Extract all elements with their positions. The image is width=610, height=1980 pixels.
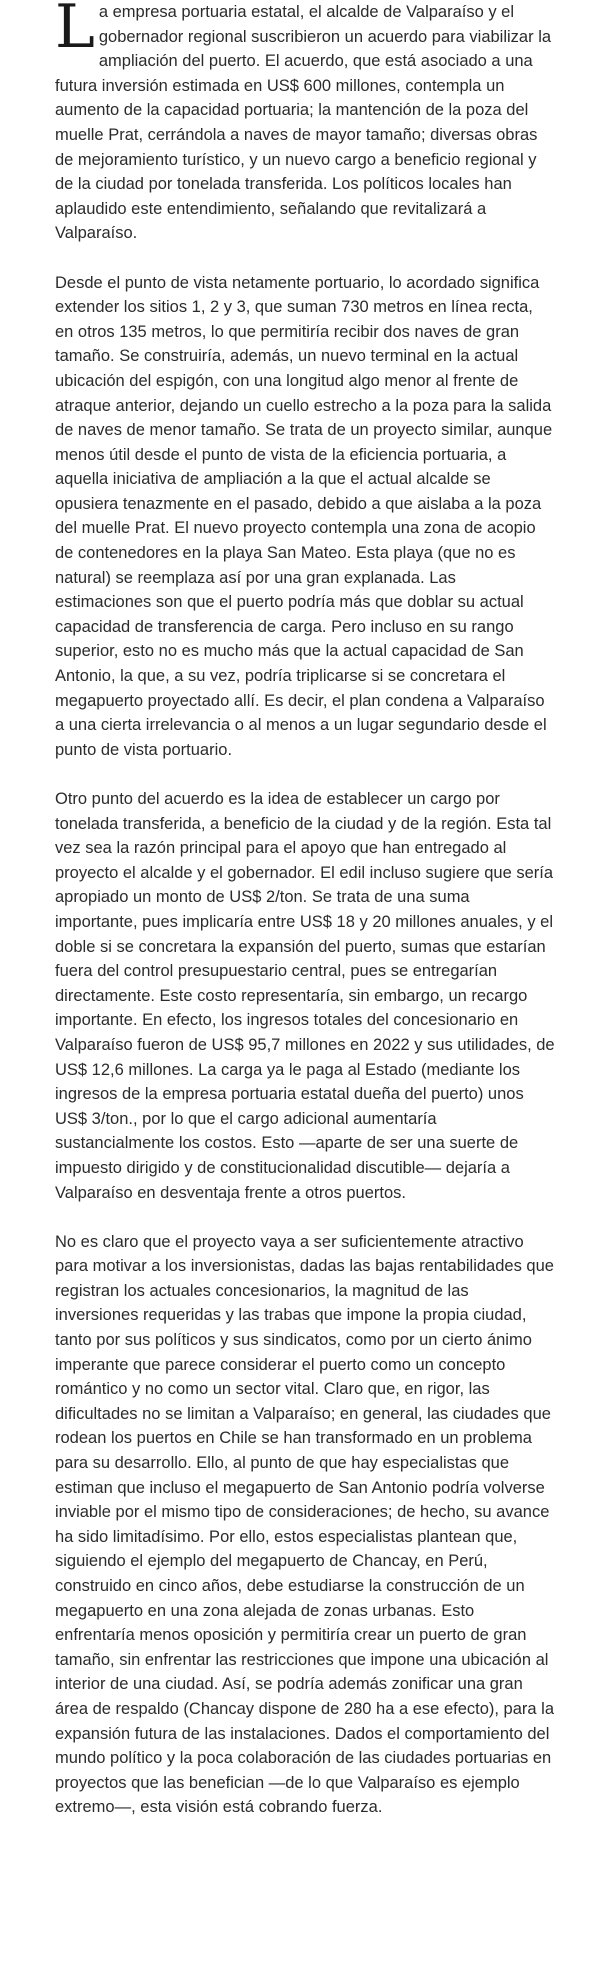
article-paragraph-3: Otro punto del acuerdo es la idea de establecer un cargo por tonelada transferida, a beneficio de la ciudad y de la región. Esta tal vez sea la razón principal para el apoyo que han entregado al proyecto el alcalde y el gobernador. El edil incluso sugiere que sería apropiado un monto de US$ 2/ton. Se trata de una suma importante, pues implicaría entre US$ 18 y 20 millones anuales, y el doble si se concretara la expansión del puerto, sumas que estarían fuera del control presupuestario central, pues se entregarían directamente. Este costo representaría, sin embargo, un recargo importante. En efecto, los ingresos totales del concesionario en Valparaíso fueron de US$ 95,7 millones en 2022 y sus utilidades, de US$ 12,6 millones. La carga ya le paga al Estado (mediante los ingresos de la empresa portuaria estatal dueña del puerto) unos US$ 3/ton., por lo que el cargo adicional aumentaría sustancialmente los costos. Esto —aparte de ser una suerte de impuesto dirigido y de constitucionalidad discutible— dejaría a Valparaíso en desventaja frente a otros puertos.: [55, 790, 555, 1202]
article-body: [55, 0, 555, 1845]
drop-cap: L: [55, 0, 95, 62]
article-paragraph-1: [55, 0, 555, 246]
article-paragraph-4: No es claro que el proyecto vaya a ser suficientemente atractivo para motivar a los inversionistas, dadas las bajas rentabilidades que registran los actuales concesionarios, la magnitud de las inversiones requeridas y las trabas que impone la propia ciudad, tanto por sus políticos y sus sindicatos, como por un cierto ánimo imperante que parece considerar el puerto como un concepto romántico y no como un sector vital. Claro que, en rigor, las dificultades no se limitan a Valparaíso; en general, las ciudades que rodean los puertos en Chile se han transformado en un problema para su desarrollo. Ello, al punto de que hay especialistas que estiman que incluso el megapuerto de San Antonio podría volverse inviable por el mismo tipo de consideraciones; de hecho, su avance ha sido limitadísimo. Por ello, estos especialistas plantean que, siguiendo el ejemplo del megapuerto de Chancay, en Perú, construido en cinco años, debe estudiarse la construcción de un megapuerto en una zona alejada de zonas urbanas. Esto enfrentaría menos oposición y permitiría crear un puerto de gran tamaño, sin enfrentar las restricciones que impone una ubicación al interior de una ciudad. Así, se podría además zonificar una gran área de respaldo (Chancay dispone de 280 ha a ese efecto), para la expansión futura de las instalaciones. Dados el comportamiento del mundo político y la poca colaboración de las ciudades portuarias en proyectos que las benefician —de lo que Valparaíso es ejemplo extremo—, esta visión está cobrando fuerza.: [55, 1232, 555, 1817]
article-paragraph-2: Desde el punto de vista netamente portuario, lo acordado significa extender los sitios 1, 2 y 3, que suman 730 metros en línea recta, en otros 135 metros, lo que permitiría recibir dos naves de gran tamaño. Se construiría, además, un nuevo terminal en la actual ubicación del espigón, con una longitud algo menor al frente de atraque anterior, dejando un cuello estrecho a la poza para la salida de naves de menor tamaño. Se trata de un proyecto similar, aunque menos útil desde el punto de vista de la eficiencia portuaria, a aquella iniciativa de ampliación a la que el actual alcalde se opusiera tenazmente en el pasado, debido a que aislaba a la poza del muelle Prat. El nuevo proyecto contempla una zona de acopio de contenedores en la playa San Mateo. Esta playa (que no es natural) se reemplaza así por una gran explanada. Las estimaciones son que el puerto podría más que doblar su actual capacidad de transferencia de carga. Pero incluso en su rango superior, esto no es mucho más que la actual capacidad de San Antonio, la que, a su vez, podría triplicarse si se concretara el megapuerto proyectado allí. Es decir, el plan condena a Valparaíso a una cierta irrelevancia o al menos a un lugar segundario desde el punto de vista portuario.: [55, 273, 553, 759]
paragraph-1-text: a empresa portuaria estatal, el alcalde de Valparaíso y el gobernador regional suscribieron un acuerdo para viabilizar la ampliación del puerto. El acuerdo, que está asociado a una futura inversión estimada en US$ 600 millones, contempla un aumento de la capacidad portuaria; la mantención de la poza del muelle Prat, cerrándola a naves de mayor tamaño; diversas obras de mejoramiento turístico, y un nuevo cargo a beneficio regional y de la ciudad por tonelada transferida. Los políticos locales han aplaudido este entendimiento, señalando que revitalizará a Valparaíso.: [55, 3, 552, 243]
